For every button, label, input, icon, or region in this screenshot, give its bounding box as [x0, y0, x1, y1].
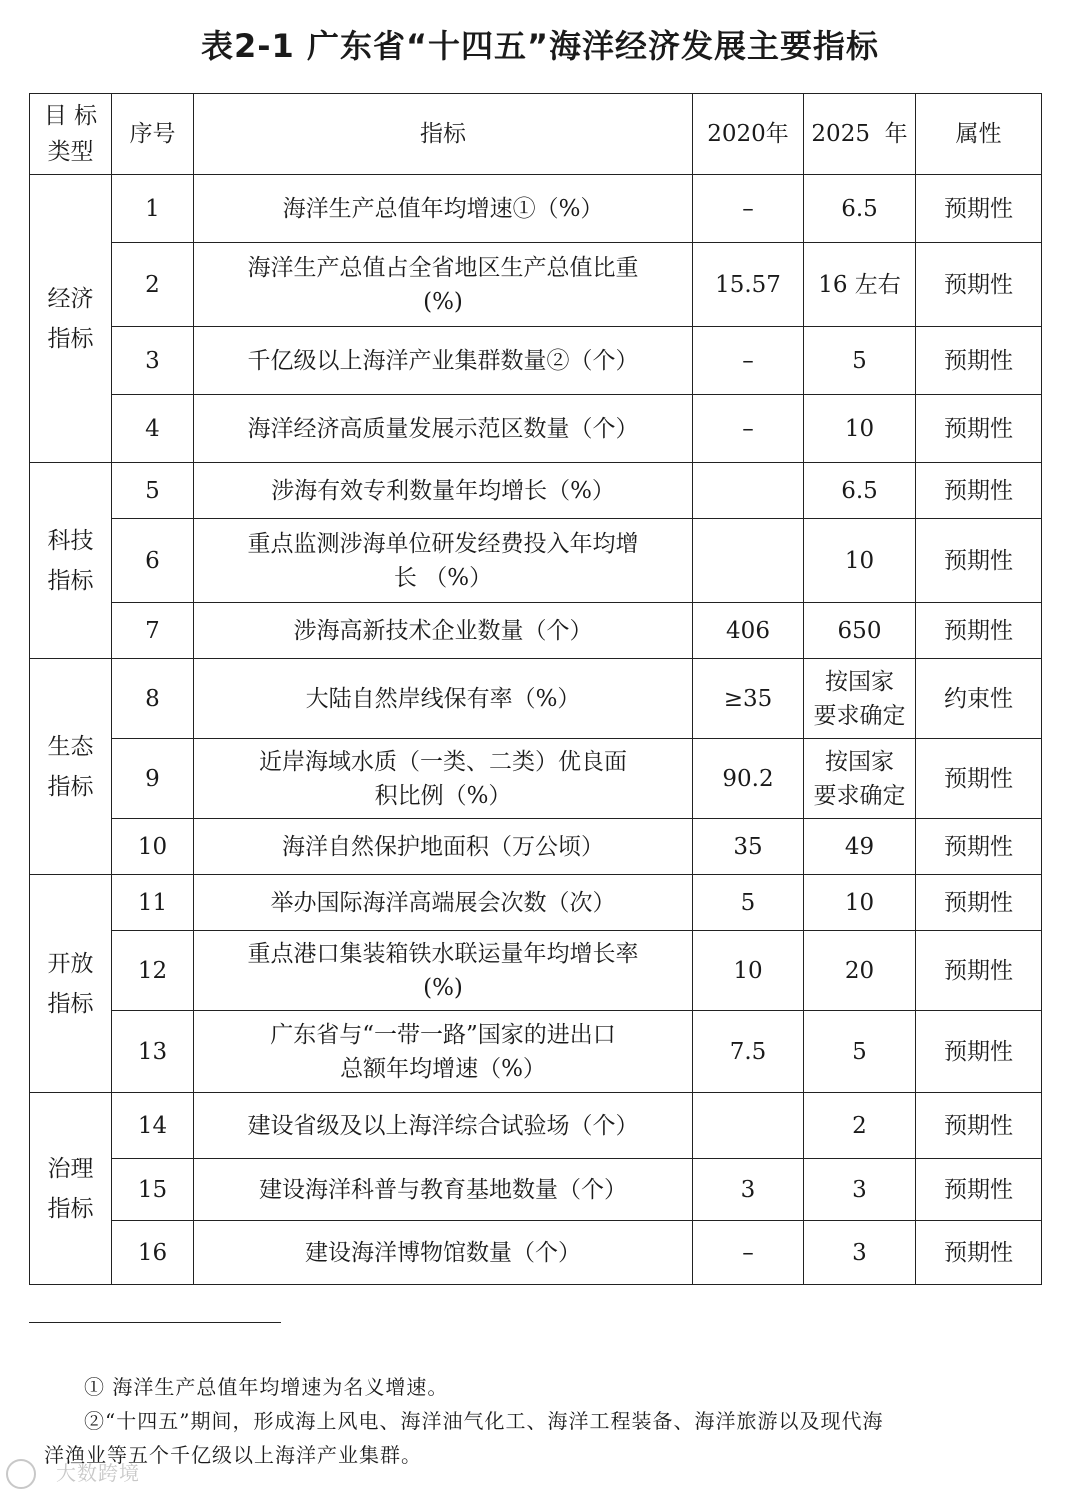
attribute-cell: 预期性 — [916, 395, 1042, 463]
value-2020-cell — [693, 1093, 804, 1159]
indicator-table — [29, 93, 1042, 1285]
attribute-cell: 预期性 — [916, 819, 1042, 875]
header-attr: 属性 — [916, 94, 1042, 175]
footnote-1: ① 海洋生产总值年均增速为名义增速。 — [84, 1375, 449, 1399]
header-row — [30, 94, 1042, 175]
seq-cell: 3 — [112, 327, 194, 395]
attribute-cell: 预期性 — [916, 1221, 1042, 1285]
indicator-cell: 千亿级以上海洋产业集群数量②（个） — [194, 327, 693, 395]
indicator-cell: 海洋生产总值年均增速①（%） — [194, 175, 693, 243]
indicator-cell: 重点港口集装箱铁水联运量年均增长率 (%) — [194, 931, 693, 1011]
value-2025-cell: 3 — [804, 1221, 916, 1285]
value-2025-cell: 6.5 — [804, 463, 916, 519]
indicator-cell: 海洋经济高质量发展示范区数量（个） — [194, 395, 693, 463]
value-2020-cell: – — [693, 327, 804, 395]
value-2020-cell: – — [693, 175, 804, 243]
seq-cell: 14 — [112, 1093, 194, 1159]
table-row — [30, 327, 1042, 395]
category-cell — [30, 875, 112, 1093]
value-2020-cell: 5 — [693, 875, 804, 931]
indicator-cell: 建设海洋博物馆数量（个） — [194, 1221, 693, 1285]
category-label: 经济 指标 — [47, 285, 94, 352]
seq-cell: 4 — [112, 395, 194, 463]
value-2020-cell — [693, 519, 804, 603]
value-2025-cell: 5 — [804, 1011, 916, 1093]
table-row — [30, 1011, 1042, 1093]
seq-cell: 9 — [112, 739, 194, 819]
attribute-cell: 预期性 — [916, 175, 1042, 243]
attribute-cell: 预期性 — [916, 519, 1042, 603]
value-2020-cell: – — [693, 395, 804, 463]
table-row — [30, 1159, 1042, 1221]
indicator-cell: 近岸海域水质（一类、二类）优良面 积比例（%） — [194, 739, 693, 819]
header-2025: 2025 年 — [804, 94, 916, 175]
value-2020-cell: 406 — [693, 603, 804, 659]
table-row — [30, 659, 1042, 739]
attribute-cell: 预期性 — [916, 875, 1042, 931]
value-2020-cell: ≥35 — [693, 659, 804, 739]
indicator-cell: 大陆自然岸线保有率（%） — [194, 659, 693, 739]
header-type: 目 标 类型 — [30, 94, 112, 175]
value-2025-cell: 3 — [804, 1159, 916, 1221]
value-2020-cell: 7.5 — [693, 1011, 804, 1093]
value-2025-cell: 20 — [804, 931, 916, 1011]
value-2025-cell: 2 — [804, 1093, 916, 1159]
footnote-2: ②“十四五”期间，形成海上风电、海洋油气化工、海洋工程装备、海洋旅游以及现代海 — [84, 1409, 884, 1433]
attribute-cell: 预期性 — [916, 931, 1042, 1011]
footnote-divider — [29, 1322, 281, 1323]
category-label: 开放 指标 — [47, 950, 94, 1017]
category-label: 治理 指标 — [47, 1155, 94, 1222]
category-cell — [30, 659, 112, 875]
value-2025-cell: 10 — [804, 519, 916, 603]
header-seq: 序号 — [112, 94, 194, 175]
indicator-cell: 建设海洋科普与教育基地数量（个） — [194, 1159, 693, 1221]
value-2020-cell: 3 — [693, 1159, 804, 1221]
value-2025-cell: 5 — [804, 327, 916, 395]
table-row — [30, 1093, 1042, 1159]
value-2020-cell: – — [693, 1221, 804, 1285]
table-row — [30, 603, 1042, 659]
seq-cell: 5 — [112, 463, 194, 519]
table-row — [30, 243, 1042, 327]
watermark-logo-icon — [6, 1459, 36, 1489]
indicator-cell: 广东省与“一带一路”国家的进出口 总额年均增速（%） — [194, 1011, 693, 1093]
indicator-cell: 重点监测涉海单位研发经费投入年均增 长 （%） — [194, 519, 693, 603]
seq-cell: 1 — [112, 175, 194, 243]
header-indicator: 指标 — [194, 94, 693, 175]
value-2020-cell: 15.57 — [693, 243, 804, 327]
value-2025-cell: 6.5 — [804, 175, 916, 243]
value-2020-cell — [693, 463, 804, 519]
category-label: 生态 指标 — [47, 733, 94, 800]
attribute-cell: 预期性 — [916, 327, 1042, 395]
value-2020-cell: 90.2 — [693, 739, 804, 819]
category-cell — [30, 463, 112, 659]
footnote-2-continued: 洋渔业等五个千亿级以上海洋产业集群。 — [44, 1443, 422, 1467]
attribute-cell: 预期性 — [916, 603, 1042, 659]
seq-cell: 6 — [112, 519, 194, 603]
table-row — [30, 395, 1042, 463]
seq-cell: 10 — [112, 819, 194, 875]
attribute-cell: 预期性 — [916, 243, 1042, 327]
value-2025-cell: 49 — [804, 819, 916, 875]
table-row — [30, 875, 1042, 931]
indicator-cell: 建设省级及以上海洋综合试验场（个） — [194, 1093, 693, 1159]
header-2020: 2020年 — [693, 94, 804, 175]
table-row — [30, 519, 1042, 603]
attribute-cell: 预期性 — [916, 739, 1042, 819]
value-2025-cell: 16 左右 — [804, 243, 916, 327]
indicator-cell: 涉海有效专利数量年均增长（%） — [194, 463, 693, 519]
seq-cell: 12 — [112, 931, 194, 1011]
seq-cell: 15 — [112, 1159, 194, 1221]
value-2025-cell: 650 — [804, 603, 916, 659]
table-row — [30, 931, 1042, 1011]
value-2025-cell: 10 — [804, 875, 916, 931]
seq-cell: 11 — [112, 875, 194, 931]
value-2025-cell: 10 — [804, 395, 916, 463]
table-title: 表2-1 广东省“十四五”海洋经济发展主要指标 — [200, 27, 880, 65]
category-label: 科技 指标 — [47, 527, 94, 594]
value-2020-cell: 10 — [693, 931, 804, 1011]
value-2020-cell: 35 — [693, 819, 804, 875]
attribute-cell: 约束性 — [916, 659, 1042, 739]
table-row — [30, 819, 1042, 875]
value-2025-cell: 按国家 要求确定 — [804, 739, 916, 819]
table-row — [30, 463, 1042, 519]
seq-cell: 13 — [112, 1011, 194, 1093]
category-cell — [30, 175, 112, 463]
indicator-cell: 举办国际海洋高端展会次数（次） — [194, 875, 693, 931]
attribute-cell: 预期性 — [916, 1159, 1042, 1221]
seq-cell: 7 — [112, 603, 194, 659]
indicator-cell: 海洋生产总值占全省地区生产总值比重 (%) — [194, 243, 693, 327]
indicator-cell: 涉海高新技术企业数量（个） — [194, 603, 693, 659]
watermark — [6, 1453, 156, 1493]
value-2025-cell: 按国家 要求确定 — [804, 659, 916, 739]
seq-cell: 16 — [112, 1221, 194, 1285]
attribute-cell: 预期性 — [916, 1011, 1042, 1093]
watermark-text: 大数跨境 — [56, 1461, 140, 1485]
indicator-cell: 海洋自然保护地面积（万公顷） — [194, 819, 693, 875]
seq-cell: 8 — [112, 659, 194, 739]
table-row — [30, 175, 1042, 243]
category-cell — [30, 1093, 112, 1285]
seq-cell: 2 — [112, 243, 194, 327]
table-row — [30, 1221, 1042, 1285]
attribute-cell: 预期性 — [916, 463, 1042, 519]
table-row — [30, 739, 1042, 819]
attribute-cell: 预期性 — [916, 1093, 1042, 1159]
